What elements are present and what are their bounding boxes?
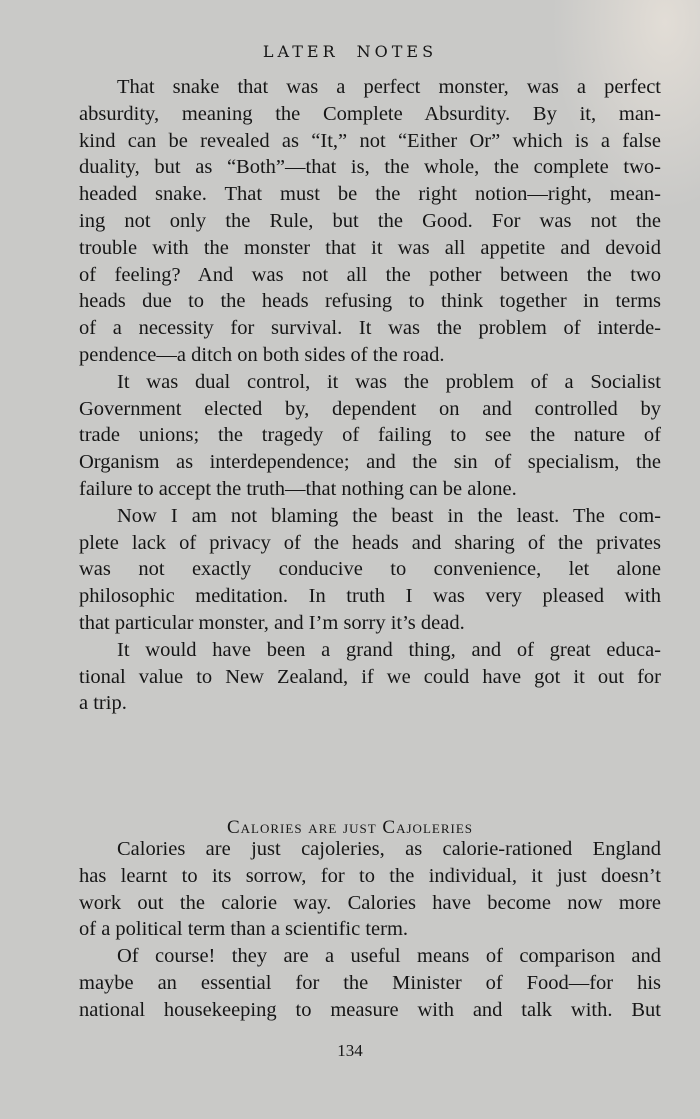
text-line: It would have been a grand thing, and of great educa-: [117, 638, 661, 661]
text-line: kind can be revealed as “It,” not “Either Or” which is a false: [79, 129, 661, 152]
text-line: of feeling? And was not all the pother between the two: [79, 263, 661, 286]
text-line: of a necessity for survival. It was the problem of interde-: [79, 317, 661, 340]
text-line: trade unions; the tragedy of failing to see the nature of: [79, 424, 661, 447]
text-line: Government elected by, dependent on and controlled by: [79, 397, 661, 420]
running-head-left: LATER: [262, 42, 339, 61]
text-line: headed snake. That must be the right notion—right, mean-: [79, 183, 661, 206]
text-line: plete lack of privacy of the heads and sharing of the privates: [79, 531, 661, 554]
section-1-text: [79, 74, 661, 717]
text-line: Now I am not blaming the beast in the least. The com-: [117, 504, 661, 527]
text-line: Organism as interdependence; and the sin of specialism, the: [79, 451, 661, 474]
text-line: duality, but as “Both”—that is, the whole, the complete two-: [79, 156, 661, 179]
text-line: national housekeeping to measure with and talk with. But: [79, 998, 661, 1021]
running-head-right: NOTES: [356, 42, 438, 61]
text-line: has learnt to its sorrow, for to the individual, it just doesn’t: [79, 864, 661, 887]
section-heading: Calories are just Cajoleries: [227, 817, 473, 838]
text-line: philosophic meditation. In truth I was very pleased with: [79, 585, 661, 608]
text-line: tional value to New Zealand, if we could have got it out for: [79, 665, 661, 688]
text-line: It was dual control, it was the problem of a Socialist: [117, 370, 661, 393]
text-line: work out the calorie way. Calories have become now more: [79, 891, 661, 914]
running-head: [0, 42, 700, 61]
text-line: Of course! they are a useful means of comparison and: [117, 945, 661, 968]
text-line: absurdity, meaning the Complete Absurdity. By it, man-: [79, 102, 661, 125]
text-line: maybe an essential for the Minister of Food—for his: [79, 971, 661, 994]
text-line: heads due to the heads refusing to think together in terms: [79, 290, 661, 313]
text-line: a trip.: [79, 692, 127, 715]
text-line: failure to accept the truth—that nothing can be alone.: [79, 477, 517, 500]
text-line: that particular monster, and I’m sorry it’s dead.: [79, 611, 465, 634]
section-2-text: [79, 836, 661, 1024]
text-line: of a political term than a scientific term.: [79, 918, 409, 941]
text-line: pendence—a ditch on both sides of the road.: [79, 343, 445, 366]
text-line: Calories are just cajoleries, as calorie-rationed England: [117, 838, 661, 860]
text-line: That snake that was a perfect monster, was a perfect: [117, 76, 661, 98]
text-line: ing not only the Rule, but the Good. For was not the: [79, 209, 661, 232]
page-number: 134: [337, 1041, 363, 1060]
text-line: was not exactly conducive to convenience, let alone: [79, 558, 661, 581]
text-line: trouble with the monster that it was all appetite and devoid: [79, 236, 661, 259]
